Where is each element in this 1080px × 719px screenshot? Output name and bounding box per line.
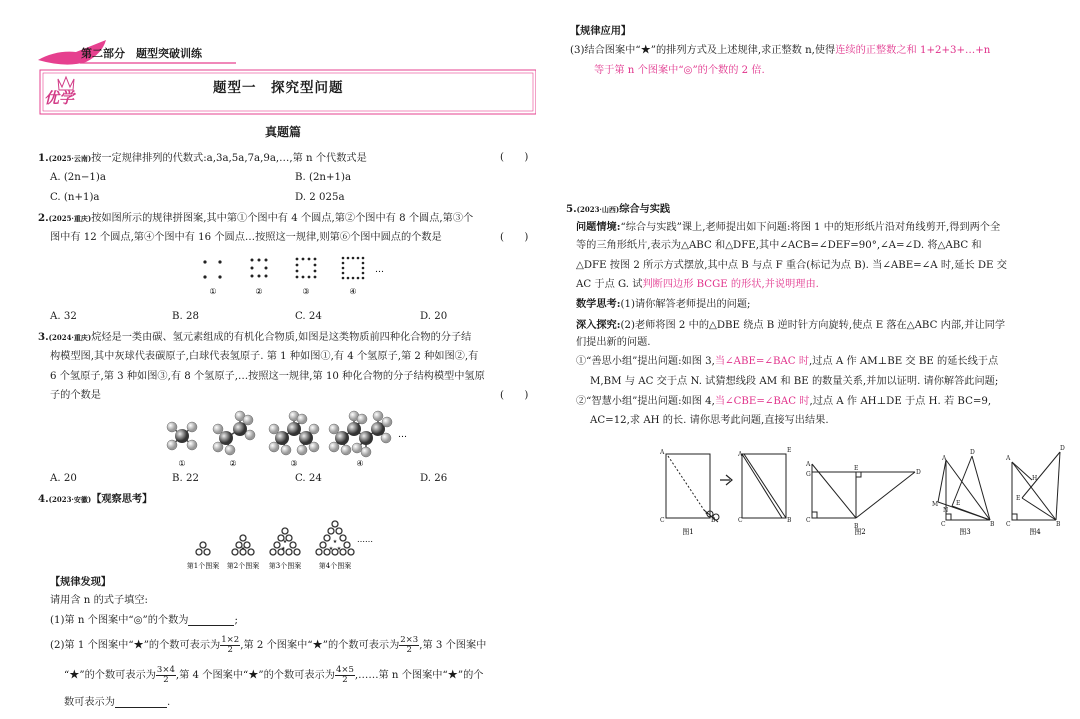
q4-figure-1 — [196, 542, 210, 555]
svg-text:D: D — [970, 449, 975, 456]
q5-line3: △DFE 按图 2 所示方式摆放,其中点 B 与点 F 重合(标记为点 B). 当∠ABE=∠A 时,延长 DE 交 — [576, 260, 1007, 271]
q3-stem-line2: 构模型图,其中灰球代表碳原子,白球代表氢原子. 第 1 种如图①,有 4 个氢原子,第 2 种如图②,有 — [50, 351, 479, 362]
q5-figure-1 — [666, 454, 732, 522]
q5-line5: 数学思考:(1)请你解答老师提出的问题; — [576, 298, 751, 310]
q2-figure-4 — [342, 257, 365, 280]
q3-option-c[interactable]: C. 24 — [295, 473, 322, 484]
q3-fig-label-1: ① — [178, 459, 186, 468]
q3-fig-ellipsis: … — [398, 430, 407, 440]
q3-molecule-4 — [329, 411, 392, 457]
q2-figure-3 — [296, 258, 317, 279]
page-title: 题型一 探究型问题 — [213, 80, 344, 96]
svg-text:E: E — [787, 447, 792, 454]
q3-option-b[interactable]: B. 22 — [172, 473, 199, 484]
q5-stem-header: 5.(2023·山西)综合与实践 — [566, 203, 671, 215]
svg-text:C: C — [1006, 521, 1011, 528]
q2-option-a[interactable]: A. 32 — [50, 311, 77, 322]
q4-part1: (1)第 n 个图案中“◎”的个数为 ; — [50, 614, 238, 626]
q1-option-a[interactable]: A. (2n−1)a — [50, 172, 106, 183]
q4-figure-2 — [232, 535, 254, 555]
q1-option-d[interactable]: D. 2 025a — [295, 192, 345, 203]
svg-text:★: ★ — [281, 546, 286, 552]
q4-part2-line3: 数可表示为 . — [64, 696, 171, 708]
q4-fill-prompt: 请用含 n 的式子填空: — [50, 595, 148, 606]
svg-text:A: A — [738, 451, 743, 458]
q4-fig-label-4: 第4个图案 — [318, 562, 352, 570]
svg-text:★: ★ — [240, 546, 246, 552]
q1-answer-bracket[interactable]: ( ) — [500, 152, 529, 163]
q5-figure-2 — [812, 464, 915, 518]
svg-text:N: N — [943, 507, 949, 514]
svg-text:★: ★ — [328, 546, 334, 552]
q5-line9: M,BM 与 AC 交于点 N. 试猜想线段 AM 和 BE 的数量关系,并加以证明. 请你解答此问题; — [590, 376, 999, 387]
svg-text:A: A — [660, 449, 665, 456]
q2-stem-line1: 2.(2025·重庆)按如图所示的规律拼图案,其中第①个图中有 4 个圆点,第②个图中有 8 个圆点,第③个 — [38, 212, 474, 224]
svg-text:H: H — [1032, 475, 1038, 482]
svg-text:B: B — [990, 521, 995, 528]
q3-fig-label-2: ② — [229, 459, 237, 468]
svg-text:M: M — [932, 501, 939, 508]
fraction-3: $\frac{3\times 4}{2}$ — [156, 665, 175, 685]
q2-fig-label-1: ① — [209, 287, 217, 296]
q5-line6: 深入探究:(2)老师将图 2 中的△DBE 绕点 B 逆时针方向旋转,使点 E 落在△ABC 内部,并让同学 — [576, 319, 1006, 331]
q3-stem-line3: 6 个氢原子,第 3 种如图③,有 8 个氢原子,…按照这一规律,第 10 种化合物的分子结构模型中氢原 — [50, 371, 485, 382]
svg-text:G: G — [806, 471, 811, 478]
q4-fig-label-1: 第1个图案 — [186, 562, 220, 570]
q5-line11: AC=12,求 AH 的长. 请你思考此问题,直接写出结果. — [590, 415, 829, 426]
svg-text:D: D — [1060, 445, 1065, 452]
brand-logo — [40, 73, 92, 109]
q4-figure-4 — [316, 521, 354, 555]
svg-text:B: B — [1056, 521, 1061, 528]
q2-option-d[interactable]: D. 20 — [420, 311, 448, 322]
q1-option-c[interactable]: C. (n+1)a — [50, 192, 100, 203]
q2-answer-bracket[interactable]: ( ) — [500, 232, 529, 243]
q2-figure-2 — [251, 259, 268, 278]
svg-text:E: E — [1016, 495, 1021, 502]
q4-rule-find: 【规律发现】 — [50, 576, 112, 588]
svg-text:A: A — [942, 455, 947, 462]
svg-text:C: C — [941, 521, 946, 528]
q4-part2-line1: (2)第 1 个图案中“★”的个数可表示为 $\frac{1\times 2}{2}$ ,第 2 个图案中“★”的个数可表示为 $\frac{2\times 3}{2}$ ,第 3 个图案中 — [50, 635, 487, 655]
q4-part3-line1: (3)结合图案中“★”的排列方式及上述规律,求正整数 n,使得连续的正整数之和 1+2+3+…+n — [570, 45, 991, 56]
q2-fig-ellipsis: … — [375, 265, 384, 275]
q3-molecule-1 — [167, 422, 197, 450]
q5-fig-caption-2: 图2 — [854, 528, 866, 536]
part-label: 第二部分 题型突破训练 — [81, 47, 202, 60]
svg-text:C: C — [806, 517, 811, 524]
svg-text:E: E — [956, 500, 961, 507]
q5-line8: ①“善思小组”提出问题:如图 3,当∠ABE=∠BAC 时,过点 A 作 AM⊥BE 交 BE 的延长线于点 — [576, 356, 999, 367]
svg-text:B: B — [711, 517, 716, 524]
q3-stem-line1: 3.(2024·重庆)烷烃是一类由碳、氢元素组成的有机化合物质,如图是这类物质前四种化合物的分子结 — [38, 331, 472, 343]
q4-stem: 4.(2023·安徽)【观察思考】 — [38, 493, 153, 505]
section-title: 真题篇 — [265, 125, 302, 139]
q2-fig-label-4: ④ — [349, 287, 357, 296]
q2-option-b[interactable]: B. 28 — [172, 311, 199, 322]
q4-part3-line2: 等于第 n 个图案中“◎”的个数的 2 倍. — [594, 65, 765, 76]
q5-geometry-figures — [660, 440, 1070, 540]
q4-fig-label-3: 第3个图案 — [268, 562, 302, 570]
svg-text:A: A — [1006, 455, 1011, 462]
q2-stem-line2: 图中有 12 个圆点,第④个图中有 16 个圆点…按照这一规律,则第⑥个图中圆点的个数是 — [50, 232, 442, 243]
q3-stem-line4: 子的个数是 — [50, 390, 101, 401]
q3-molecule-3 — [269, 411, 319, 455]
q5-fig-caption-4: 图4 — [1029, 528, 1041, 536]
fraction-1: $\frac{1\times 2}{2}$ — [221, 635, 240, 655]
fraction-2: $\frac{2\times 3}{2}$ — [400, 635, 419, 655]
rule-apply-heading: 【规律应用】 — [570, 25, 632, 37]
q5-point-labels — [660, 445, 1065, 530]
q4-part2-blank[interactable] — [115, 697, 167, 708]
q5-fig-caption-3: 图3 — [959, 528, 971, 536]
svg-text:C: C — [738, 517, 743, 524]
q4-fig-label-2: 第2个图案 — [226, 562, 260, 570]
q4-pattern-figures — [185, 512, 375, 572]
svg-text:★: ★ — [332, 539, 338, 545]
q3-option-a[interactable]: A. 20 — [50, 473, 77, 484]
q2-dot-figures — [195, 254, 385, 300]
q4-part2-line2: “★”的个数可表示为 $\frac{3\times 4}{2}$ ,第 4 个图案中“★”的个数可表示为 $\frac{4\times 5}{2}$ ,……第 n 个图案中“★”的个 — [64, 665, 484, 685]
arrow-right-icon — [720, 475, 732, 485]
q5-figure-4 — [1012, 452, 1060, 520]
q3-fig-label-3: ③ — [290, 459, 298, 468]
q5-line10: ②“智慧小组”提出问题:如图 4,当∠CBE=∠BAC 时,过点 A 作 AH⊥DE 于点 H. 若 BC=9, — [576, 396, 992, 407]
svg-text:E: E — [854, 465, 859, 472]
svg-text:D: D — [916, 469, 921, 476]
q5-line7: 们提出新的问题. — [576, 337, 651, 348]
q2-fig-label-2: ② — [255, 287, 263, 296]
svg-text:B: B — [854, 523, 859, 530]
q3-fig-label-4: ④ — [356, 459, 364, 468]
svg-text:B: B — [787, 517, 792, 524]
svg-text:★: ★ — [336, 546, 342, 552]
q5-figure-1b — [742, 454, 786, 518]
svg-text:A: A — [806, 461, 811, 468]
q2-figure-1 — [203, 260, 221, 278]
q2-option-c[interactable]: C. 24 — [295, 311, 322, 322]
q3-answer-bracket[interactable]: ( ) — [500, 390, 529, 401]
q3-molecule-2 — [213, 411, 255, 455]
q5-fig-caption-1: 图1 — [682, 528, 694, 536]
svg-text:★: ★ — [282, 539, 288, 545]
logo-text: 优学 — [44, 89, 75, 107]
q5-line4: AC 于点 G. 试判断四边形 BCGE 的形状,并说明理由. — [576, 279, 819, 290]
q5-line2: 等的三角形纸片,表示为△ABC 和△DFE,其中∠ACB=∠DEF=90°,∠A=∠D. 将△ABC 和 — [576, 240, 982, 251]
q4-fig-ellipsis: …… — [357, 535, 373, 544]
q1-stem: 1.(2025·云南)按一定规律排列的代数式:a,3a,5a,7a,9a,…,第 n 个代数式是 — [38, 152, 367, 164]
q3-option-d[interactable]: D. 26 — [420, 473, 448, 484]
svg-text:C: C — [660, 517, 665, 524]
q5-line1: 问题情境:“综合与实践”课上,老师提出如下问题:将图 1 中的矩形纸片沿对角线剪开,得到两个全 — [576, 221, 1001, 233]
q3-molecule-figures — [160, 405, 410, 470]
q1-option-b[interactable]: B. (2n+1)a — [295, 172, 352, 183]
fraction-4: $\frac{4\times 5}{2}$ — [335, 665, 354, 685]
q2-fig-label-3: ③ — [302, 287, 310, 296]
q4-part1-blank[interactable] — [188, 615, 234, 626]
